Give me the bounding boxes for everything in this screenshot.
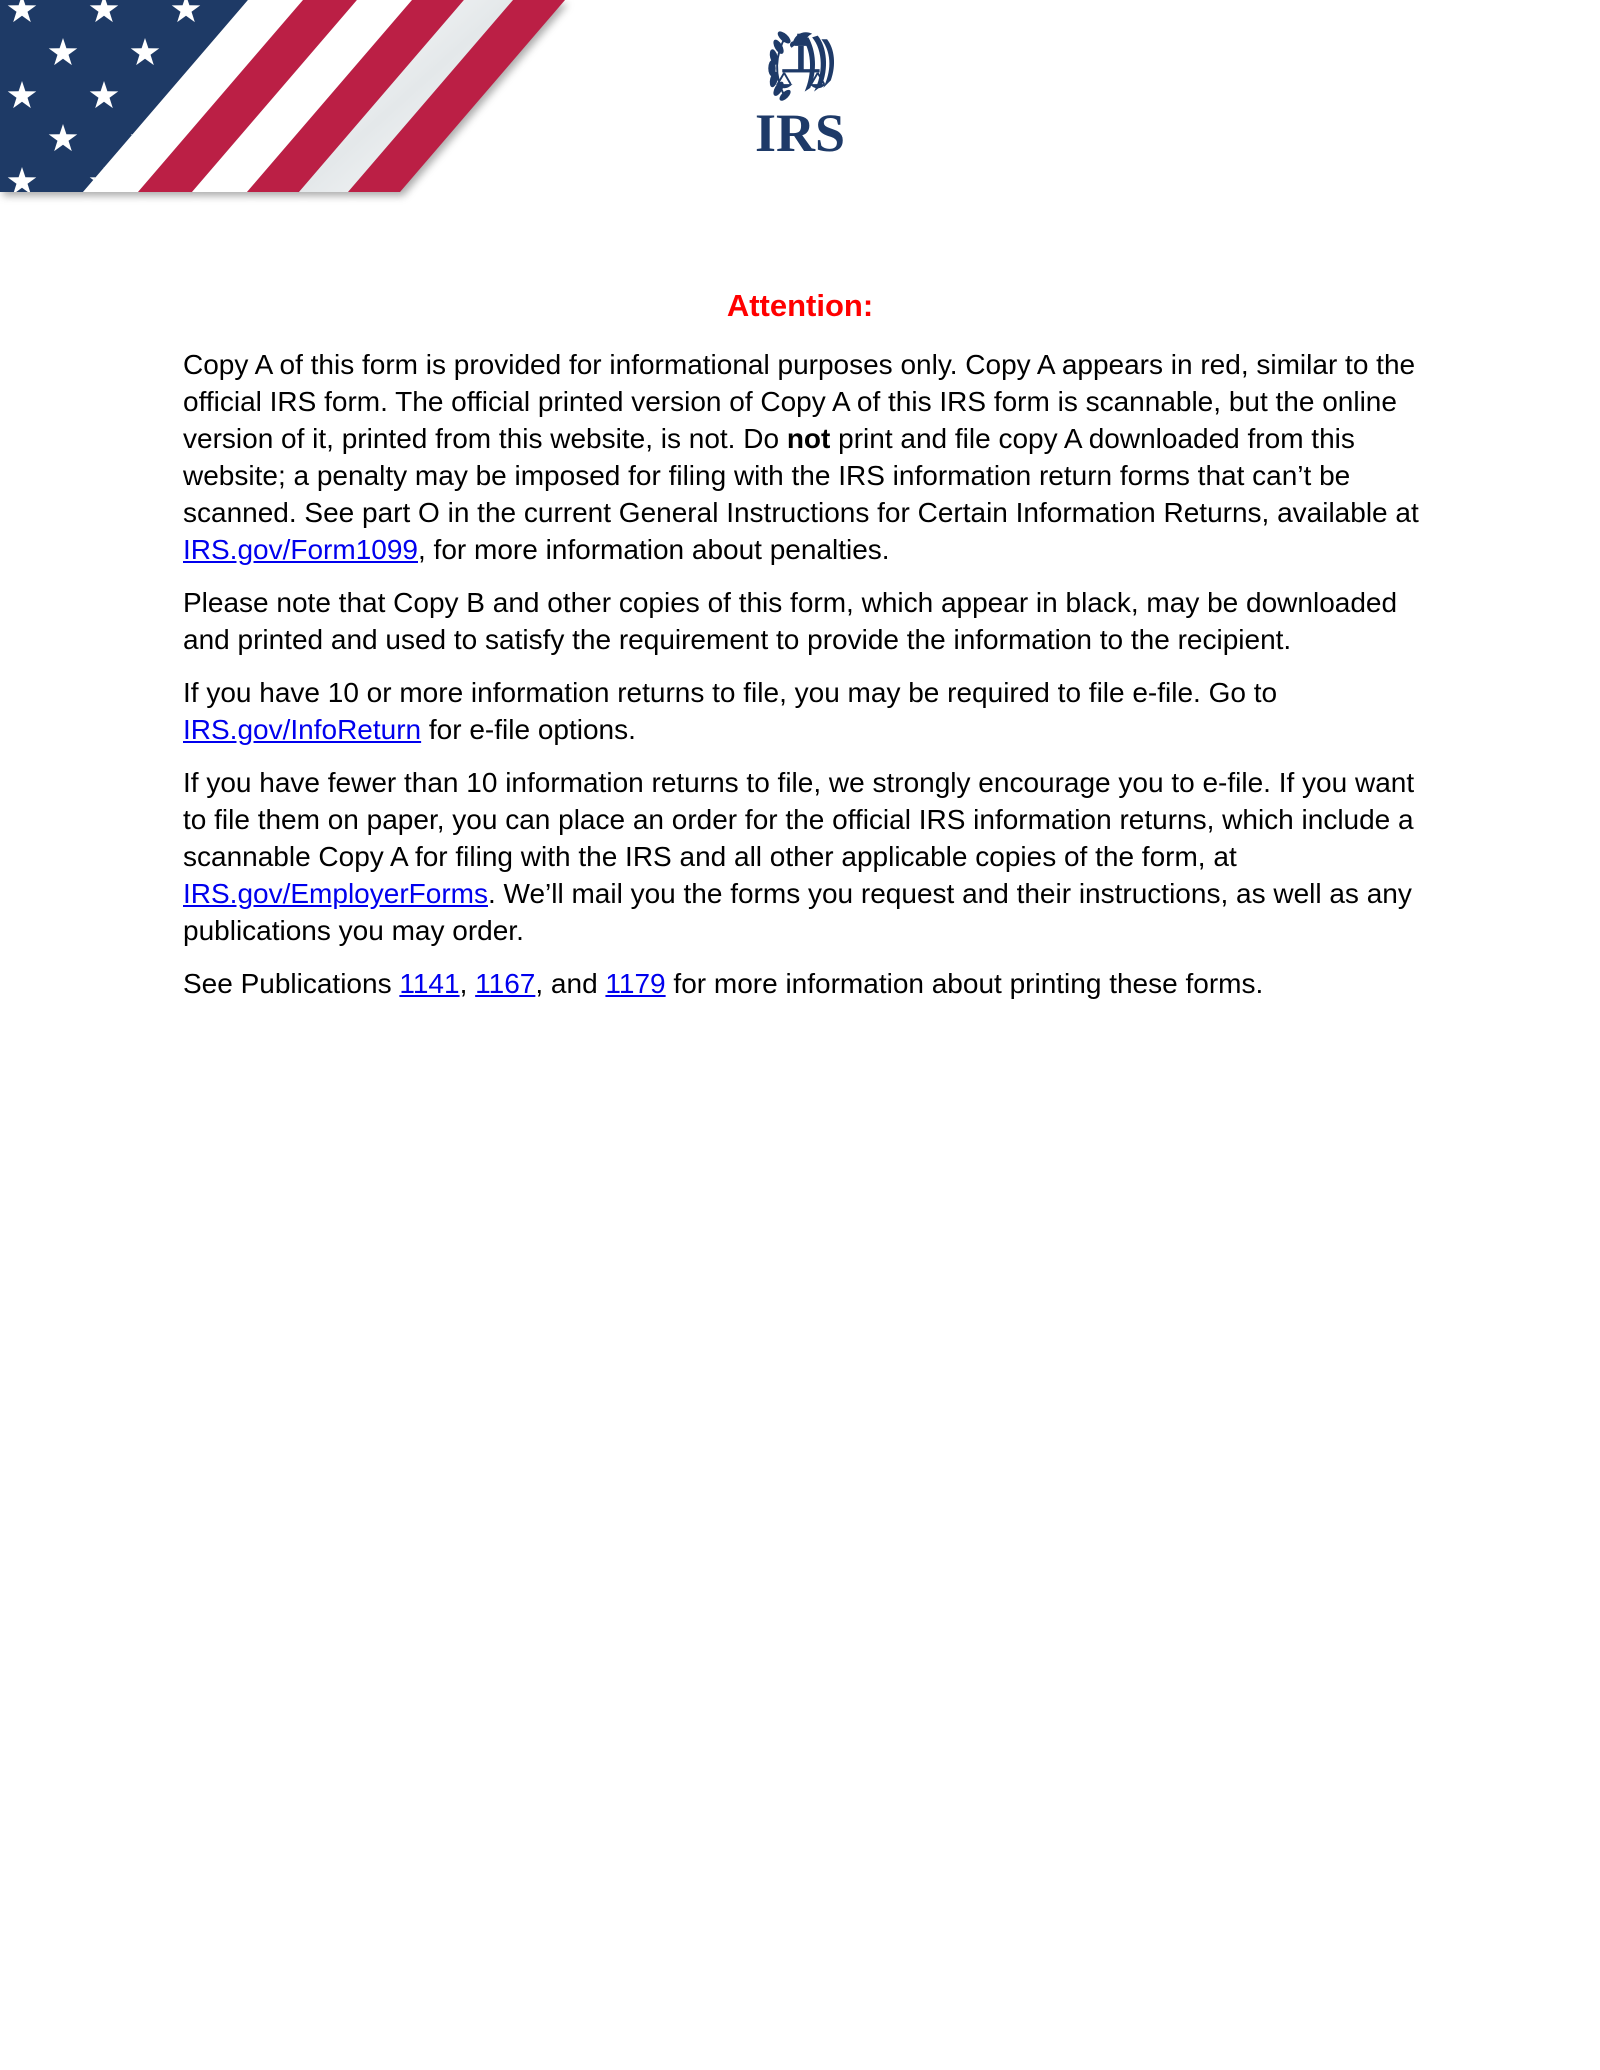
link-irs-gov-inforeturn[interactable]: IRS.gov/InfoReturn [183,714,422,746]
text-run: If you have 10 or more information returns to file, you may be required to file e-file. Go to [183,677,1278,709]
link-irs-gov-form1099[interactable]: IRS.gov/Form1099 [183,534,418,566]
text-run: . We’ll mail you the forms you request and their instructions, as well as any publications you may order. [183,878,1412,947]
text-run: , [459,968,476,1000]
paragraph-1 [183,346,1423,568]
text-run: print and file copy A downloaded from this website; a penalty may be imposed for filing with the IRS information return forms that can’t be scanned. See part O in the current General Instructions for Certain Information Returns, available at [183,423,1419,529]
irs-logo-text: IRS [754,103,846,163]
text-run: for more information about printing these forms. [665,968,1264,1000]
paragraph-2 [183,584,1423,658]
body-text [183,346,1423,1002]
link-1141[interactable]: 1141 [399,968,460,1000]
paragraph-4 [183,764,1423,949]
attention-heading: Attention: [726,288,874,324]
text-run: for e-file options. [421,714,636,746]
text-run: Please note that Copy B and other copies of this form, which appear in black, may be downloaded and printed and used to satisfy the requirement to provide the information to the recipient. [183,587,1398,656]
link-1167[interactable]: 1167 [475,968,536,1000]
bold-text: not [786,423,831,455]
text-run: , for more information about penalties. [418,534,890,566]
text-run: If you have fewer than 10 information returns to file, we strongly encourage you to e-file. If you want to file them on paper, you can place an order for the official IRS information returns, which include a scannable Copy A for filing with the IRS and all other applicable copies of the form, at [183,767,1415,873]
irs-logo [715,28,885,163]
text-run: Copy A of this form is provided for informational purposes only. Copy A appears in red, similar to the official IRS form. The official printed version of Copy A of this IRS form is scannable, but the online version of it, printed from this website, is not. Do [183,349,1416,455]
text-run: See Publications [183,968,400,1000]
us-flag-graphic [0,0,600,200]
us-flag-stripes [0,0,600,200]
paragraph-5 [183,965,1423,1002]
text-run: , and [535,968,606,1000]
irs-eagle-icon [758,28,842,101]
paragraph-3 [183,674,1423,748]
link-irs-gov-employerforms[interactable]: IRS.gov/EmployerForms [183,878,488,910]
link-1179[interactable]: 1179 [605,968,666,1000]
